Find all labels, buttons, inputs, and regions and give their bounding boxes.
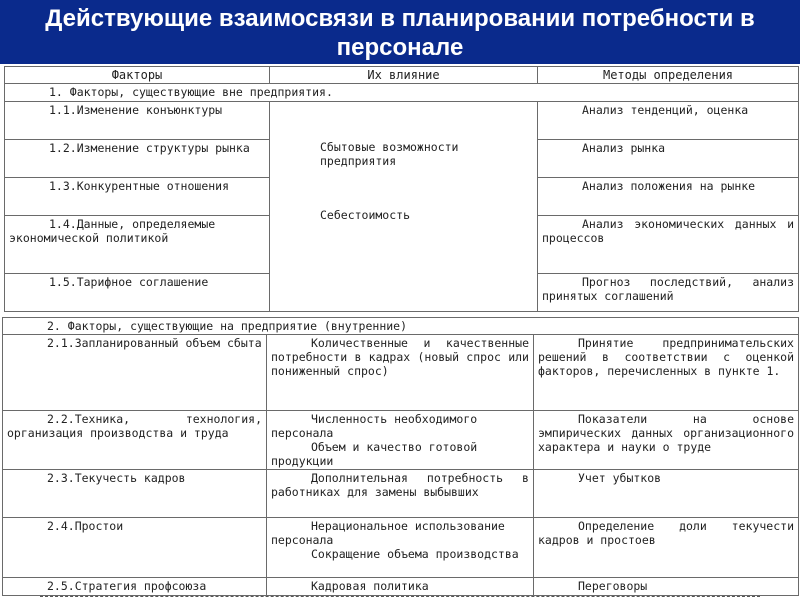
influence-item: Нерациональное использование персонала	[271, 519, 505, 547]
method-cell: Анализ положения на рынке	[538, 178, 799, 216]
influence-cell	[267, 411, 534, 470]
influence-item: Дополнительная потребность в работниках для замены выбывших	[271, 471, 529, 499]
influence-cell	[267, 578, 534, 596]
method-cell: Переговоры	[534, 578, 799, 596]
method-cell: Определение доли текучести кадров и простоев	[534, 518, 799, 578]
table-row	[3, 518, 799, 578]
table-row	[3, 470, 799, 518]
header-factors: Факторы	[5, 67, 270, 84]
section1-heading: 1. Факторы, существующие вне предприятия.	[5, 84, 799, 102]
footer-divider	[40, 596, 760, 597]
factor-cell: 1.3.Конкурентные отношения	[5, 178, 270, 216]
factor-cell: 2.4.Простои	[3, 518, 267, 578]
factor-cell: 2.1.Запланированный объем сбыта	[3, 335, 267, 411]
section-heading-row	[5, 84, 799, 102]
section2-heading: 2. Факторы, существующие на предприятие (внутренние)	[3, 318, 799, 335]
factor-cell: 1.2.Изменение структуры рынка	[5, 140, 270, 178]
influence-item: Кадровая политика	[311, 579, 429, 593]
table-row	[5, 102, 799, 140]
table-row	[3, 335, 799, 411]
section-heading-row	[3, 318, 799, 335]
method-cell: Анализ тенденций, оценка	[538, 102, 799, 140]
factor-cell: 2.5.Стратегия профсоюза	[3, 578, 267, 596]
influence-item: Численность необходимого персонала	[271, 412, 478, 440]
influence-item: Сокращение объема производства	[311, 547, 519, 561]
influence-merged-cell	[270, 102, 538, 312]
influence-item: Количественные и качественные потребности в кадрах (новый спрос или пониженный спрос)	[271, 336, 529, 378]
influence-item: Сбытовые возможности предприятия	[320, 140, 459, 168]
header-influence: Их влияние	[270, 67, 538, 84]
table-header-row	[5, 67, 799, 84]
method-cell: Принятие предпринимательских решений в соответствии с оценкой факторов, перечисленных в пункте 1.	[534, 335, 799, 411]
slide-body	[0, 64, 800, 600]
influence-cell	[267, 335, 534, 411]
method-cell: Показатели на основе эмпирических данных организационного характера и науки о труде	[534, 411, 799, 470]
external-factors-table	[4, 66, 799, 312]
method-cell: Прогноз последствий, анализ принятых соглашений	[538, 274, 799, 312]
factor-cell: 2.2.Техника, технология, организация производства и труда	[3, 411, 267, 470]
table-row	[3, 411, 799, 470]
factor-cell: 1.1.Изменение конъюнктуры	[5, 102, 270, 140]
influence-item: Объем и качество готовой продукции	[271, 440, 478, 468]
factor-cell: 1.5.Тарифное соглашение	[5, 274, 270, 312]
method-cell: Анализ экономических данных и процессов	[538, 216, 799, 274]
method-cell: Анализ рынка	[538, 140, 799, 178]
influence-cell	[267, 470, 534, 518]
factor-cell: 1.4.Данные, определяемые экономической политикой	[5, 216, 270, 274]
method-cell: Учет убытков	[534, 470, 799, 518]
factor-cell: 2.3.Текучесть кадров	[3, 470, 267, 518]
header-methods: Методы определения	[538, 67, 799, 84]
table-row	[3, 578, 799, 596]
influence-cell	[267, 518, 534, 578]
influence-item: Себестоимость	[320, 208, 411, 222]
slide-title: Действующие взаимосвязи в планировании потребности в персонале	[0, 0, 800, 64]
internal-factors-table	[2, 317, 799, 596]
